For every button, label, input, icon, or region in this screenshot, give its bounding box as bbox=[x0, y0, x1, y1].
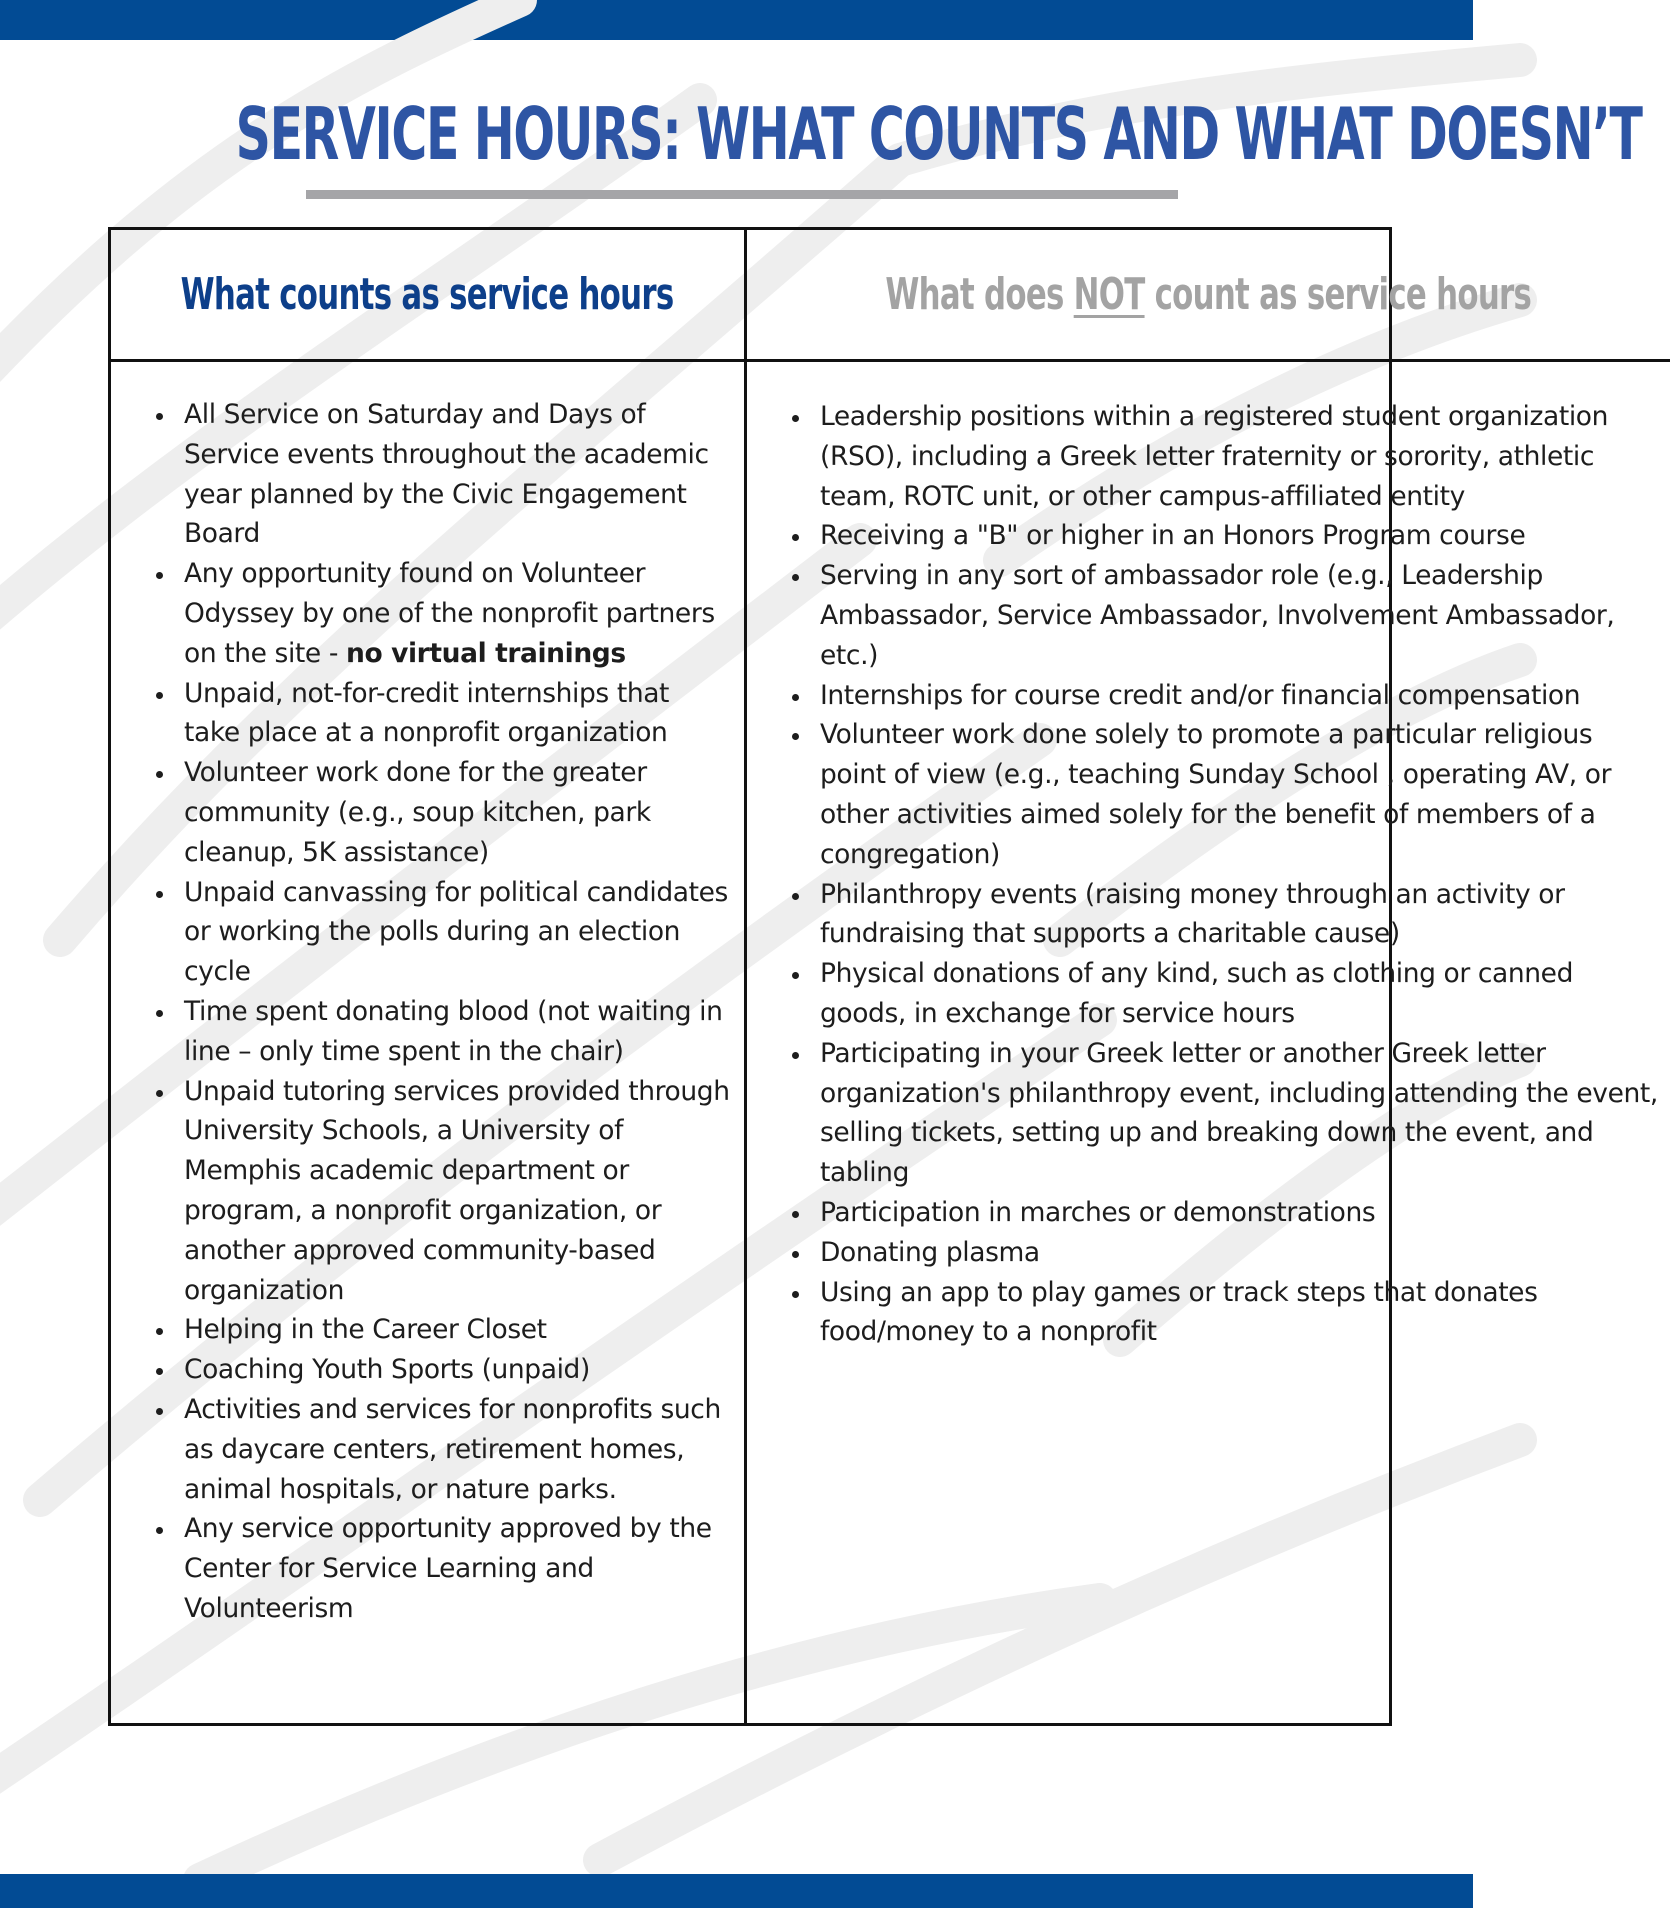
not-counts-list-item: Participation in marches or demonstrations bbox=[820, 1193, 1660, 1233]
counts-list-item bbox=[184, 1390, 732, 1509]
not-counts-heading-after: count as service hours bbox=[1144, 269, 1532, 320]
counts-item-text: All Service on Saturday and Days of Service events throughout the academic year planned by the Civic Engagement Board bbox=[184, 399, 709, 550]
counts-item-text: Unpaid canvassing for political candidates or working the polls during an election cycle bbox=[184, 876, 728, 988]
counts-list-item bbox=[184, 873, 732, 992]
counts-list-item bbox=[184, 395, 732, 554]
not-counts-list-item: Philanthropy events (raising money through an activity or fundraising that supports a charitable cause) bbox=[820, 875, 1660, 955]
not-counts-heading-before: What does bbox=[885, 269, 1074, 320]
not-counts-list-item: Leadership positions within a registered student organization (RSO), including a Greek letter fraternity or sorority, athletic team, ROTC unit, or other campus-affiliated entity bbox=[820, 397, 1660, 516]
counts-list-item bbox=[184, 554, 732, 673]
counts-list-item bbox=[184, 1350, 732, 1390]
not-counts-heading-not: NOT bbox=[1073, 269, 1145, 320]
counts-item-text: Helping in the Career Closet bbox=[184, 1314, 547, 1346]
counts-list-item bbox=[184, 753, 732, 872]
counts-list-item bbox=[184, 1072, 732, 1311]
counts-item-text: Coaching Youth Sports (unpaid) bbox=[184, 1354, 590, 1386]
not-counts-list-item: Serving in any sort of ambassador role (e.g., Leadership Ambassador, Service Ambassador, Involvement Ambassador, etc.) bbox=[820, 556, 1660, 675]
bottom-color-band bbox=[0, 1874, 1473, 1908]
counts-list-item bbox=[184, 674, 732, 754]
counts-item-text: Unpaid tutoring services provided through University Schools, a University of Memphis academic department or program, a nonprofit organization, or another approved community-based organization bbox=[184, 1075, 730, 1306]
counts-list-item bbox=[184, 992, 732, 1072]
counts-list-cell bbox=[111, 362, 747, 1723]
not-counts-list-item: Donating plasma bbox=[820, 1233, 1660, 1273]
page-title: SERVICE HOURS: WHAT COUNTS AND WHAT DOESN’T bbox=[235, 92, 1642, 176]
counts-item-emphasis: no virtual trainings bbox=[346, 637, 626, 669]
not-counts-list-item: Participating in your Greek letter or another Greek letter organization's philanthropy event, including attending the event, selling tickets, setting up and breaking down the event, and tabling bbox=[820, 1034, 1660, 1193]
not-counts-list-item: Using an app to play games or track steps that donates food/money to a nonprofit bbox=[820, 1273, 1660, 1353]
counts-list-item bbox=[184, 1310, 732, 1350]
not-counts-header-cell bbox=[747, 230, 1670, 362]
counts-item-text: Time spent donating blood (not waiting in line – only time spent in the chair) bbox=[184, 995, 723, 1067]
counts-item-text: Activities and services for nonprofits such as daycare centers, retirement homes, animal hospitals, or nature parks. bbox=[184, 1393, 721, 1505]
counts-item-text: Any service opportunity approved by the Center for Service Learning and Volunteerism bbox=[184, 1513, 712, 1624]
title-underline-bar bbox=[306, 190, 1178, 199]
counts-item-text: Unpaid, not-for-credit internships that take place at a nonprofit organization bbox=[184, 677, 670, 749]
counts-heading: What counts as service hours bbox=[181, 269, 674, 320]
not-counts-list-item: Physical donations of any kind, such as clothing or canned goods, in exchange for service hours bbox=[820, 954, 1660, 1034]
counts-list-item bbox=[184, 1509, 732, 1628]
top-color-band bbox=[0, 0, 1473, 40]
not-counts-list-cell bbox=[747, 362, 1670, 1723]
not-counts-list-item: Volunteer work done solely to promote a particular religious point of view (e.g., teaching Sunday School , operating AV, or other activities aimed solely for the benefit of members of a congregation) bbox=[820, 715, 1660, 874]
not-counts-list-item: Internships for course credit and/or financial compensation bbox=[820, 676, 1660, 716]
counts-header-cell bbox=[111, 230, 747, 362]
not-counts-heading bbox=[885, 269, 1531, 320]
comparison-table bbox=[108, 227, 1658, 1726]
not-counts-list-item: Receiving a "B" or higher in an Honors Program course bbox=[820, 516, 1660, 556]
counts-list bbox=[111, 362, 744, 1629]
not-counts-list bbox=[747, 362, 1670, 1352]
counts-item-text: Any opportunity found on Volunteer Odyssey by one of the nonprofit partners on the site - bbox=[184, 558, 715, 669]
counts-item-text: Volunteer work done for the greater community (e.g., soup kitchen, park cleanup, 5K assistance) bbox=[184, 757, 651, 868]
